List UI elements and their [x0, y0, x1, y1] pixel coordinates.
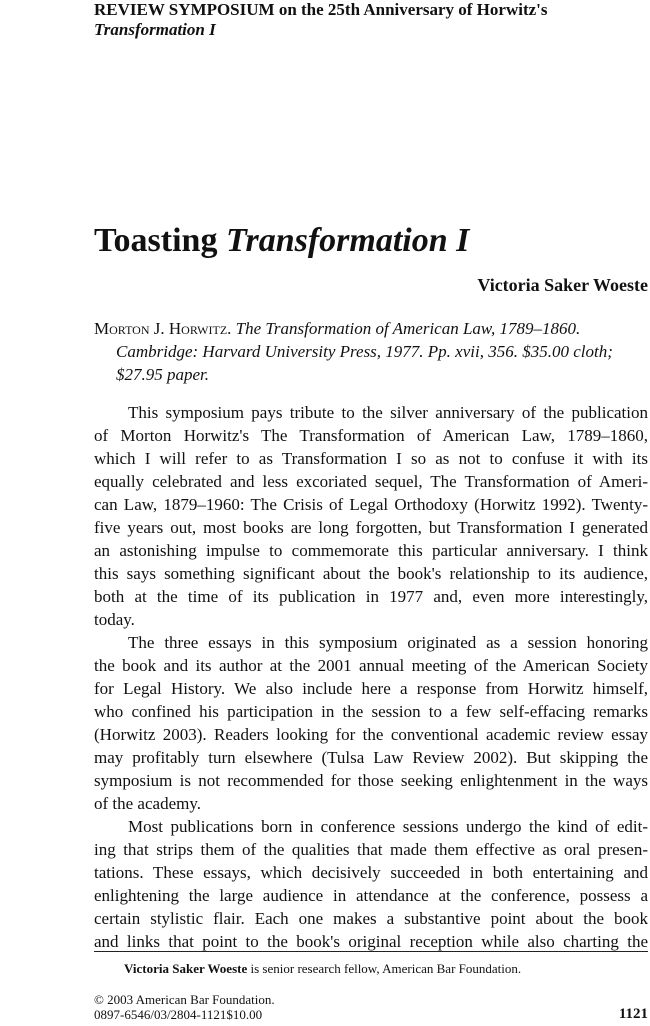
- issn-line: 0897-6546/03/2804-1121$10.00: [94, 1007, 263, 1022]
- body-line: of Morton Horwitz's The Transformation of American Law, 1789–1860,: [94, 426, 648, 445]
- body-text: [94, 401, 648, 953]
- body-line: today.: [94, 610, 135, 629]
- author-footnote: [124, 960, 644, 978]
- body-line: The three essays in this symposium originated as a session honoring: [128, 633, 648, 652]
- citation-line2: Cambridge: Harvard University Press, 1977. Pp. xvii, 356. $35.00 cloth;: [116, 342, 613, 361]
- title-italic: Transformation I: [225, 222, 470, 259]
- running-head-line1: REVIEW SYMPOSIUM on the 25th Anniversary of Horwitz's: [94, 0, 548, 19]
- footnote-rule: [94, 951, 648, 952]
- title-plain: Toasting: [94, 222, 226, 259]
- body-line: an astonishing impulse to commemorate this particular anniversary. I think: [94, 541, 648, 560]
- body-line: who confined his participation in the session to a few self-effacing remarks: [94, 702, 648, 721]
- body-line: can Law, 1879–1960: The Crisis of Legal Orthodoxy (Horwitz 1992). Twenty-: [94, 495, 648, 514]
- body-line: the book and its author at the 2001 annual meeting of the American Society: [94, 656, 648, 675]
- body-line: symposium is not recommended for those seeking enlightenment in the ways: [94, 771, 648, 790]
- body-line: both at the time of its publication in 1977 and, even more interestingly,: [94, 587, 648, 606]
- body-line: enlightening the large audience in attendance at the conference, possess a: [94, 886, 648, 905]
- body-line: This symposium pays tribute to the silver anniversary of the publication: [128, 403, 648, 422]
- body-line: Most publications born in conference sessions undergo the kind of edit-: [128, 817, 648, 836]
- running-head: [94, 0, 634, 40]
- body-line: may profitably turn elsewhere (Tulsa Law Review 2002). But skipping the: [94, 748, 648, 767]
- body-line: five years out, most books are long forgotten, but Transformation I generated: [94, 518, 648, 537]
- body-line: which I will refer to as Transformation I so as not to confuse it with its: [94, 449, 648, 468]
- citation-line3: $27.95 paper.: [116, 365, 210, 384]
- citation-book-title: The Transformation of American Law, 1789–1860.: [235, 319, 581, 338]
- body-line: (Horwitz 2003). Readers looking for the conventional academic review essay: [94, 725, 648, 744]
- body-line: tations. These essays, which decisively succeeded in both entertaining and: [94, 863, 648, 882]
- footnote-text: is senior research fellow, American Bar Foundation.: [247, 961, 522, 976]
- article-title: [94, 220, 469, 262]
- citation-author: Morton J. Horwitz: [94, 319, 228, 338]
- body-line: of the academy.: [94, 794, 201, 813]
- book-citation: [94, 317, 650, 386]
- article-author: Victoria Saker Woeste: [477, 275, 648, 295]
- running-head-line2: Transformation I: [94, 20, 216, 39]
- footnote-author-name: Victoria Saker Woeste: [124, 961, 248, 976]
- copyright-block: [94, 992, 394, 1022]
- body-line: ing that strips them of the qualities that made them effective as oral presen-: [94, 840, 648, 859]
- body-line: for Legal History. We also include here a response from Horwitz himself,: [94, 679, 648, 698]
- body-line: this says something significant about the book's relationship to its audience,: [94, 564, 648, 583]
- body-line: and links that point to the book's original reception while also charting the: [94, 932, 648, 951]
- copyright-line: © 2003 American Bar Foundation.: [94, 992, 275, 1007]
- citation-line1: Morton J. Horwitz. The Transformation of American Law, 1789–1860.: [94, 319, 581, 338]
- body-line: equally celebrated and less excoriated sequel, The Transformation of Ameri-: [94, 472, 648, 491]
- body-line: certain stylistic flair. Each one makes a substantive point about the book: [94, 909, 648, 928]
- page-number: 1121: [618, 1006, 648, 1022]
